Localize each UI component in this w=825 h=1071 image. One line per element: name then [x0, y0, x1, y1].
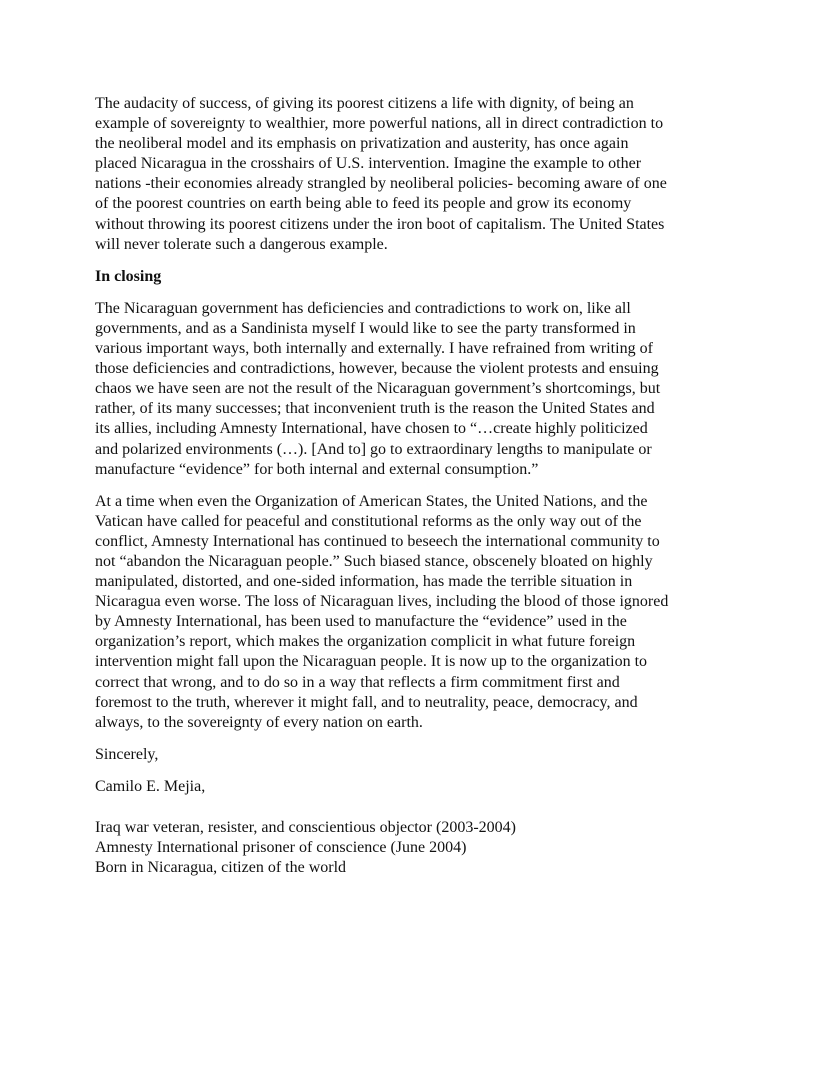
text-line: by Amnesty International, has been used to manufacture the “evidence” used in the	[95, 613, 627, 631]
section-heading-in-closing: In closing	[95, 267, 162, 285]
text-line: organization’s report, which makes the organization complicit in what future foreign	[95, 633, 636, 651]
credential-line: Iraq war veteran, resister, and conscientious objector (2003-2004)	[95, 819, 516, 836]
text-line: At a time when even the Organization of American States, the United Nations, and the	[95, 492, 648, 510]
text-line: placed Nicaragua in the crosshairs of U.S. intervention. Imagine the example to other	[95, 155, 642, 173]
text-line: example of sovereignty to wealthier, more powerful nations, all in direct contradiction to	[95, 115, 664, 133]
text-line: will never tolerate such a dangerous example.	[95, 235, 388, 253]
text-line: rather, of its many successes; that inconvenient truth is the reason the United States and	[95, 400, 655, 418]
text-line: chaos we have seen are not the result of the Nicaraguan government’s shortcomings, but	[95, 380, 661, 398]
text-line: always, to the sovereignty of every nation on earth.	[95, 713, 423, 731]
text-line: foremost to the truth, wherever it might fall, and to neutrality, peace, democracy, and	[95, 693, 638, 711]
text-line: and polarized environments (…). [And to] go to extraordinary lengths to manipulate or	[95, 440, 652, 458]
text-line: nations -their economies already strangled by neoliberal policies- becoming aware of one	[95, 175, 667, 193]
text-line: manipulated, distorted, and one-sided information, has made the terrible situation in	[95, 573, 633, 591]
letter-page	[95, 94, 695, 878]
paragraph-organization-of-american-states	[95, 492, 695, 733]
text-line: various important ways, both internally and externally. I have refrained from writing of	[95, 340, 653, 358]
text-line: intervention might fall upon the Nicaraguan people. It is now up to the organization to	[95, 653, 648, 671]
text-line: Nicaragua even worse. The loss of Nicaraguan lives, including the blood of those ignored	[95, 593, 669, 611]
closing-salutation: Sincerely,	[95, 745, 159, 763]
text-line: The audacity of success, of giving its poorest citizens a life with dignity, of being an	[95, 95, 634, 112]
text-line: those deficiencies and contradictions, however, because the violent protests and ensuing	[95, 360, 659, 378]
text-line: manufacture “evidence” for both internal and external consumption.”	[95, 460, 539, 478]
paragraph-audacity-of-success	[95, 94, 695, 255]
author-credentials	[95, 818, 695, 878]
text-line: Vatican have called for peaceful and constitutional reforms as the only way out of the	[95, 512, 642, 530]
text-line: conflict, Amnesty International has continued to beseech the international community to	[95, 532, 660, 550]
text-line: the neoliberal model and its emphasis on privatization and austerity, has once again	[95, 135, 629, 153]
text-line: correct that wrong, and to do so in a way that reflects a firm commitment first and	[95, 673, 620, 691]
author-signature: Camilo E. Mejia,	[95, 777, 206, 795]
text-line: not “abandon the Nicaraguan people.” Such biased stance, obscenely bloated on highly	[95, 552, 653, 570]
text-line: governments, and as a Sandinista myself I would like to see the party transformed in	[95, 319, 636, 337]
paragraph-government-deficiencies	[95, 299, 695, 480]
credential-line: Born in Nicaragua, citizen of the world	[95, 859, 347, 876]
text-line: its allies, including Amnesty International, have chosen to “…create highly politicized	[95, 420, 648, 438]
text-line: The Nicaraguan government has deficiencies and contradictions to work on, like all	[95, 299, 631, 317]
text-line: without throwing its poorest citizens under the iron boot of capitalism. The United States	[95, 215, 665, 233]
text-line: of the poorest countries on earth being able to feed its people and grow its economy	[95, 195, 632, 213]
credential-line: Amnesty International prisoner of conscience (June 2004)	[95, 839, 467, 856]
